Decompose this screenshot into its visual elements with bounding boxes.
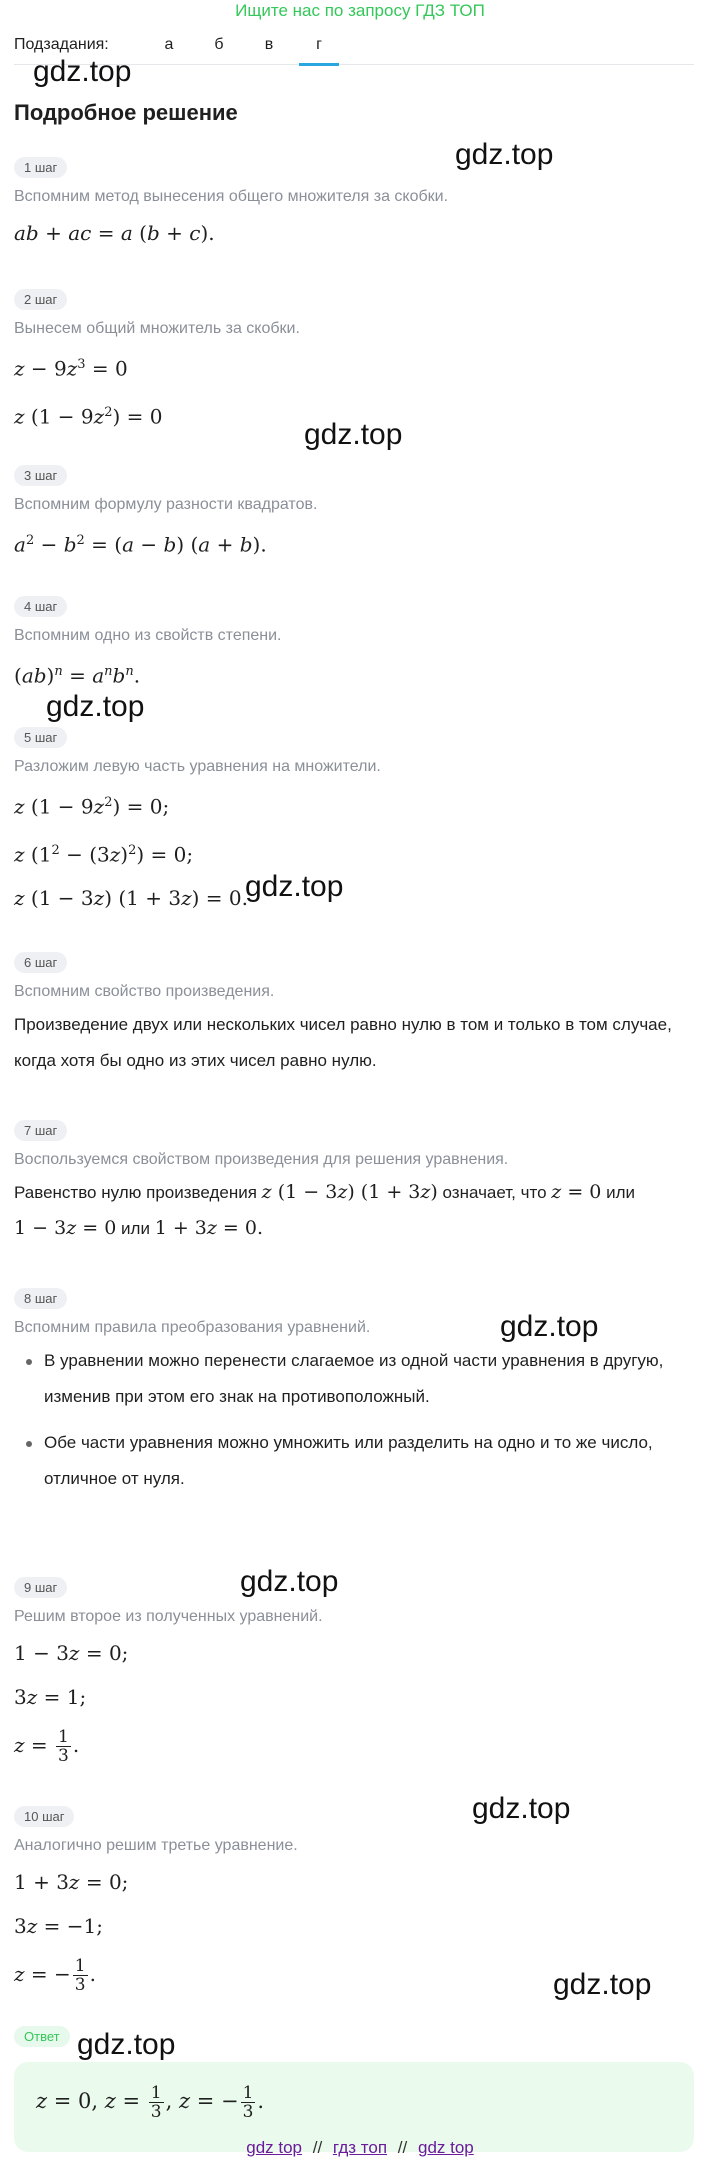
- step-badge: 6 шаг: [14, 952, 67, 973]
- step-badge: 10 шаг: [14, 1806, 74, 1827]
- step-badge: 9 шаг: [14, 1577, 67, 1598]
- formula: ab + ac = a (b + c).: [14, 221, 215, 245]
- watermark: gdz.top: [77, 2028, 176, 2061]
- watermark: gdz.top: [500, 1310, 599, 1343]
- step-badge: 7 шаг: [14, 1120, 67, 1141]
- step-description: Вспомним метод вынесения общего множителя за скобки.: [14, 188, 449, 205]
- step-2: [14, 289, 694, 429]
- tab-v[interactable]: в: [264, 36, 274, 53]
- step-6: [14, 952, 694, 1079]
- formula: z = − $\frac{1}{3}$ .: [14, 1956, 96, 1995]
- formula: z $(1 - 9z^2) = 0$;: [14, 794, 170, 819]
- answer-badge: Ответ: [14, 2026, 70, 2047]
- step-5: [14, 727, 694, 911]
- formula: z (1 − 3z) (1 + 3z): [261, 1181, 438, 1203]
- footer-separator: //: [312, 2138, 323, 2157]
- formula: 1 − 3z = 0;: [14, 1641, 129, 1665]
- watermark: gdz.top: [46, 690, 145, 723]
- step-1: [14, 157, 694, 246]
- list-item: Обе части уравнения можно умножить или разделить на одно и то же число, отличное от нуля.: [44, 1425, 694, 1497]
- formula: z = 0: [551, 1181, 602, 1203]
- formula: z $(1 - 9z^2) = 0$: [14, 404, 163, 429]
- formula: 1 + 3z = 0;: [14, 1870, 129, 1894]
- step-description: Решим второе из полученных уравнений.: [14, 1608, 323, 1625]
- step-description: Вспомним свойство произведения.: [14, 983, 275, 1000]
- formula: $(ab)^n = a^nb^n$.: [14, 663, 141, 688]
- step-3: [14, 465, 694, 558]
- text-fragment: или: [606, 1183, 636, 1202]
- search-banner: Ищите нас по запросу ГДЗ ТОП: [235, 1, 485, 20]
- formula: 1 + 3z = 0.: [154, 1217, 264, 1239]
- watermark: gdz.top: [33, 55, 132, 88]
- text-fragment: означает, что: [442, 1183, 547, 1202]
- step-text: [14, 1175, 694, 1247]
- formula: z $(1^2 - (3z)^2) = 0$;: [14, 842, 194, 867]
- step-4: [14, 596, 694, 689]
- formula: z (1 − 3z) (1 + 3z) = 0.: [14, 886, 248, 911]
- rules-list: [14, 1343, 694, 1497]
- tab-b[interactable]: б: [214, 36, 224, 53]
- step-8: [14, 1288, 694, 1507]
- step-badge: 2 шаг: [14, 289, 67, 310]
- text-fragment: Равенство нулю произведения: [14, 1183, 257, 1202]
- list-item: В уравнении можно перенести слагаемое из одной части уравнения в другую, изменив при этом его знак на противоположный.: [44, 1343, 694, 1415]
- step-badge: 4 шаг: [14, 596, 67, 617]
- formula: 3z = 1;: [14, 1685, 87, 1709]
- step-10: [14, 1806, 694, 1994]
- subtasks-label: Подзадания:: [14, 36, 109, 53]
- step-9: [14, 1577, 694, 1765]
- footer-link[interactable]: gdz top: [246, 2138, 302, 2157]
- step-badge: 1 шаг: [14, 157, 67, 178]
- formula: $a^2 - b^2 = (a - b) (a + b)$.: [14, 532, 267, 557]
- footer-link[interactable]: гдз топ: [332, 2138, 388, 2157]
- watermark: gdz.top: [304, 418, 403, 451]
- formula: $z - 9z^3 = 0$: [14, 356, 128, 381]
- watermark: gdz.top: [553, 1968, 652, 2001]
- step-badge: 8 шаг: [14, 1288, 67, 1309]
- formula: 1 − 3z = 0: [14, 1217, 117, 1239]
- step-badge: 3 шаг: [14, 465, 67, 486]
- tab-g[interactable]: г: [299, 36, 339, 66]
- watermark: gdz.top: [240, 1565, 339, 1598]
- step-7: [14, 1120, 694, 1247]
- watermark: gdz.top: [472, 1792, 571, 1825]
- footer-separator: //: [397, 2138, 408, 2157]
- tab-a[interactable]: а: [164, 36, 174, 53]
- step-description: Вспомним правила преобразования уравнений.: [14, 1319, 371, 1336]
- step-description: Вынесем общий множитель за скобки.: [14, 320, 300, 337]
- formula: z = $\frac{1}{3}$ .: [14, 1727, 80, 1766]
- answer-label: [14, 2026, 70, 2047]
- footer-links: [0, 2138, 720, 2158]
- formula: 3z = −1;: [14, 1914, 103, 1938]
- watermark: gdz.top: [455, 138, 554, 171]
- step-description: Разложим левую часть уравнения на множители.: [14, 758, 381, 775]
- step-description: Вспомним формулу разности квадратов.: [14, 496, 318, 513]
- step-text: Произведение двух или нескольких чисел равно нулю в том и только в том случае, когда хотя бы одно из этих чисел равно нулю.: [14, 1015, 672, 1070]
- watermark: gdz.top: [245, 870, 344, 903]
- step-description: Вспомним одно из свойств степени.: [14, 627, 282, 644]
- text-fragment: или: [121, 1219, 150, 1238]
- step-description: Воспользуемся свойством произведения для решения уравнения.: [14, 1151, 509, 1168]
- step-badge: 5 шаг: [14, 727, 67, 748]
- answer-formula: z = 0, z = $\frac{1}{3}$ , z = − $\frac{1}{3}$ .: [36, 2083, 265, 2122]
- step-description: Аналогично решим третье уравнение.: [14, 1837, 298, 1854]
- footer-link[interactable]: gdz top: [417, 2138, 474, 2157]
- page-title: Подробное решение: [14, 100, 238, 125]
